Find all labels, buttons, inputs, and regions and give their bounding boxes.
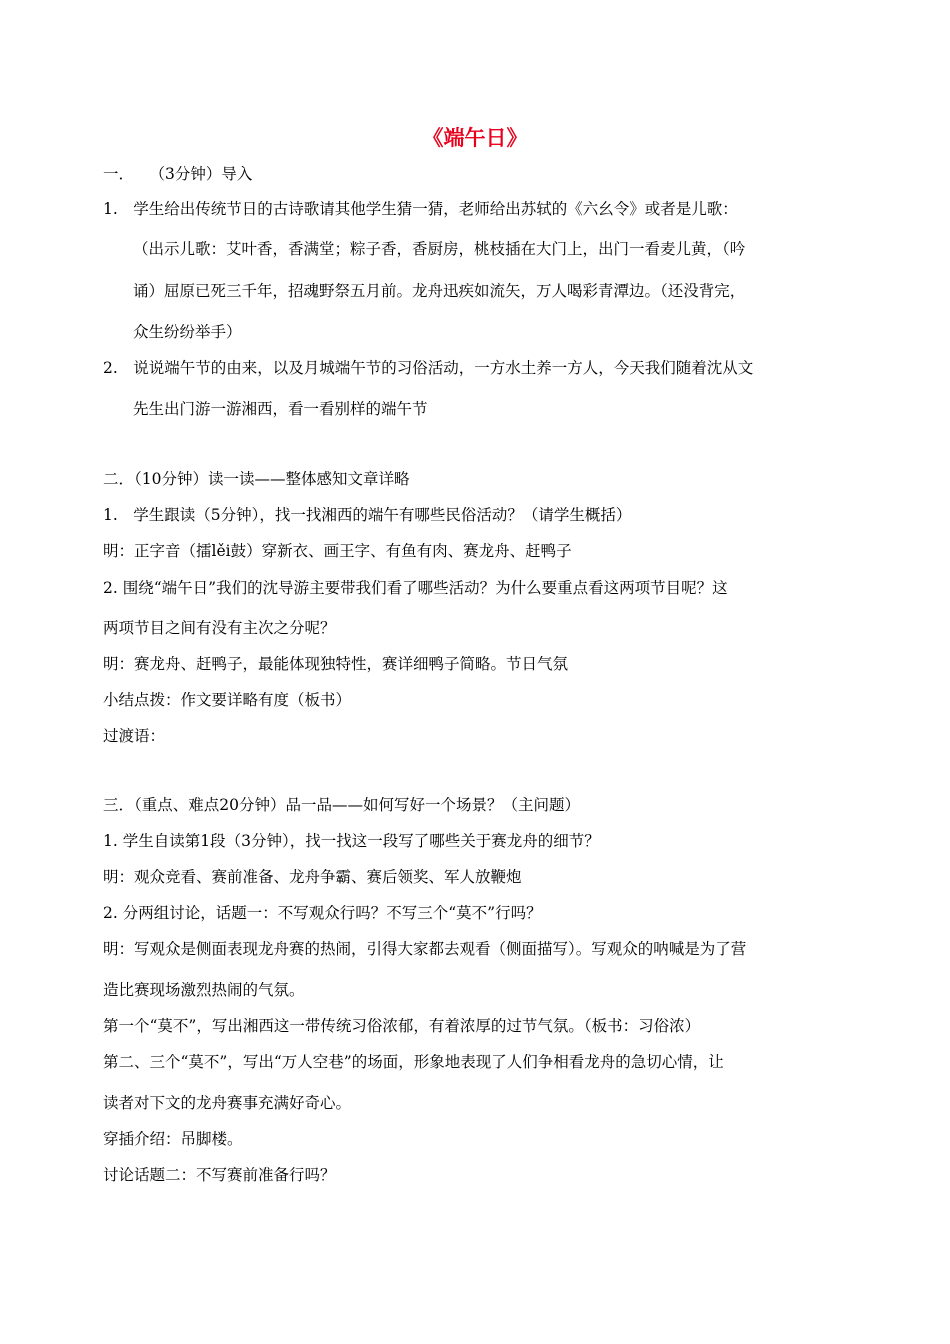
paragraph-line: 诵）屈原已死三千年，招魂野祭五月前。龙舟迅疾如流矢，万人喝彩青潭边。（还没背完， — [133, 282, 746, 300]
paragraph-line: 第二、三个“莫不”，写出“万人空巷”的场面，形象地表现了人们争相看龙舟的急切心情，让 — [103, 1053, 724, 1071]
paragraph-line: 读者对下文的龙舟赛事充满好奇心。 — [103, 1094, 352, 1112]
paragraph-line: （出示儿歌：艾叶香，香满堂；粽子香，香厨房，桃枝插在大门上，出门一看麦儿黄，（吟 — [133, 240, 746, 258]
paragraph-line: 两项节目之间有没有主次之分呢？ — [103, 619, 336, 637]
paragraph-line: 穿插介绍：吊脚楼。 — [103, 1130, 243, 1148]
section-2-heading: 二．（10分钟）读一读——整体感知文章详略 — [103, 470, 410, 488]
paragraph-line: 先生出门游一游湘西，看一看别样的端午节 — [133, 400, 428, 418]
paragraph-line: 小结点拨：作文要详略有度（板书） — [103, 691, 352, 709]
paragraph-line: 明：正字音（擂lěi鼓）穿新衣、画王字、有鱼有肉、赛龙舟、赶鸭子 — [103, 542, 572, 560]
paragraph-line: 讨论话题二：不写赛前准备行吗？ — [103, 1166, 336, 1184]
paragraph-line: 明：观众竞看、赛前准备、龙舟争霸、赛后领奖、军人放鞭炮 — [103, 868, 522, 886]
document-title: 《端午日》 — [422, 125, 528, 150]
paragraph-line: 第一个“莫不”，写出湘西这一带传统习俗浓郁，有着浓厚的过节气氛。（板书：习俗浓） — [103, 1017, 701, 1035]
section-3-heading: 三．（重点、难点20分钟）品一品——如何写好一个场景？（主问题） — [103, 796, 580, 814]
paragraph-line: 众生纷纷举手） — [133, 323, 242, 341]
paragraph-line: 过渡语： — [103, 727, 166, 745]
paragraph-line: 明：写观众是侧面表现龙舟赛的热闹，引得大家都去观看（侧面描写）。写观众的呐喊是为了营 — [103, 940, 747, 958]
paragraph-line: 2. 说说端午节的由来，以及月城端午节的习俗活动，一方水土养一方人，今天我们随着沈从文 — [103, 359, 754, 377]
paragraph-line: 1. 学生跟读（5分钟），找一找湘西的端午有哪些民俗活动？（请学生概括） — [103, 506, 632, 524]
paragraph-line: 1. 学生给出传统节日的古诗歌请其他学生猜一猜，老师给出苏轼的《六幺令》或者是儿歌： — [103, 200, 738, 218]
paragraph-line: 造比赛现场激烈热闹的气氛。 — [103, 981, 305, 999]
section-1-heading: 一． （3分钟）导入 — [103, 165, 253, 183]
paragraph-line: 1. 学生自读第1段（3分钟），找一找这一段写了哪些关于赛龙舟的细节？ — [103, 832, 600, 850]
paragraph-line: 2. 分两组讨论，话题一：不写观众行吗？不写三个“莫不”行吗？ — [103, 904, 542, 922]
paragraph-line: 明：赛龙舟、赶鸭子，最能体现独特性，赛详细鸭子简略。节日气氛 — [103, 655, 569, 673]
paragraph-line: 2. 围绕“端午日”我们的沈导游主要带我们看了哪些活动？为什么要重点看这两项节目呢？这 — [103, 579, 728, 597]
